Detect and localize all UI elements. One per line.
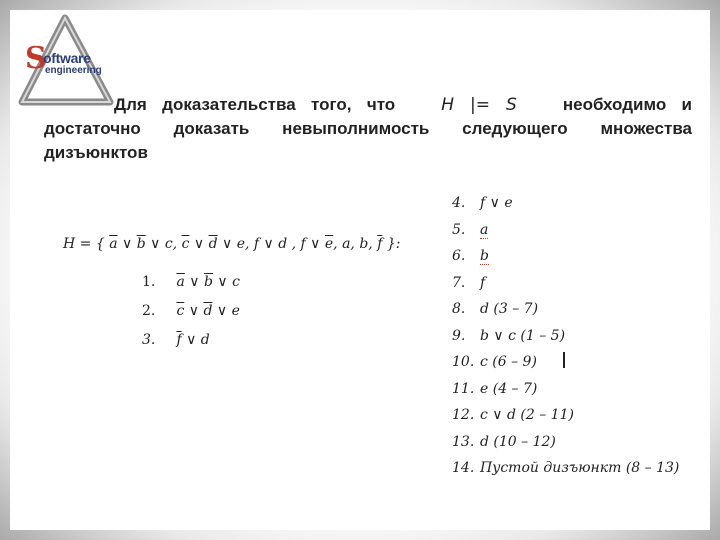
- left-clause-list: [142, 274, 240, 361]
- step-8: [452, 296, 679, 323]
- step-7: [452, 270, 679, 297]
- formula-part: }:: [382, 236, 401, 252]
- step-9: [452, 323, 679, 350]
- step-formula: Пустой дизъюнкт (8 – 13): [480, 460, 680, 476]
- step-formula: a: [480, 221, 489, 238]
- step-formula: f ∨ e: [480, 195, 513, 211]
- formula-part: $\overline{d}$: [208, 236, 218, 252]
- clause-literal: $\overline{f}$: [176, 332, 182, 348]
- intro-text-a: Для доказательства того, что: [114, 95, 396, 114]
- resolution-steps-list: [452, 190, 679, 482]
- step-number: 6.: [452, 248, 466, 264]
- step-12: [452, 402, 679, 429]
- step-formula: c (6 – 9): [480, 354, 537, 370]
- intro-text-b: необходимо и: [562, 95, 692, 114]
- intro-math: H |= S: [441, 95, 517, 115]
- formula-part: $\overline{f}$: [377, 236, 383, 252]
- step-number: 11.: [452, 380, 475, 397]
- clause-op: ∨: [184, 303, 204, 319]
- formula-part: $\overline{c}$: [181, 236, 190, 252]
- text-cursor: [563, 352, 565, 368]
- step-14: [452, 455, 679, 482]
- clause-number: 2.: [142, 303, 156, 319]
- intro-line-2: достаточно доказать невыполнимость следующего множества: [44, 119, 692, 138]
- logo-word-engineering: engineering: [45, 65, 102, 76]
- formula-part: ∨ d , f: [263, 236, 311, 252]
- clause-literal: $\overline{a}$: [176, 274, 185, 290]
- step-formula: f: [480, 274, 486, 291]
- step-13: [452, 429, 679, 456]
- clause-literal: $\overline{c}$: [176, 303, 185, 319]
- logo-letter: S: [25, 41, 47, 76]
- step-formula: e (4 – 7): [480, 380, 538, 397]
- step-number: 5.: [452, 221, 466, 238]
- step-number: 7.: [452, 274, 466, 291]
- clause-set-formula: [63, 236, 400, 252]
- step-formula: b ∨ c (1 – 5): [480, 327, 566, 344]
- formula-part: $\overline{e}$: [324, 236, 334, 252]
- clause-1: [142, 274, 240, 303]
- formula-part: ∨: [117, 236, 137, 252]
- step-formula: c ∨ d (2 – 11): [480, 407, 574, 423]
- intro-line-1: [44, 93, 692, 117]
- step-number: 4.: [452, 195, 466, 211]
- clause-2: [142, 303, 240, 332]
- intro-paragraph: [44, 93, 692, 165]
- step-number: 13.: [452, 433, 475, 450]
- formula-prefix: H = {: [63, 236, 110, 252]
- formula-part: ∨: [310, 236, 325, 252]
- clause-3: [142, 332, 240, 361]
- formula-part: ∨ e, f: [217, 236, 264, 252]
- step-10: [452, 349, 679, 376]
- step-4: [452, 190, 679, 217]
- step-11: [452, 376, 679, 403]
- step-number: 8.: [452, 301, 466, 317]
- formula-part: ∨ c,: [145, 236, 182, 252]
- formula-part: , a, b,: [333, 236, 378, 252]
- slide: [10, 10, 710, 530]
- clause-literal: $\overline{b}$: [203, 274, 213, 290]
- formula-part: $\overline{b}$: [136, 236, 146, 252]
- step-formula: b: [480, 248, 489, 264]
- step-formula: d (3 – 7): [480, 301, 539, 317]
- formula-part: $\overline{a}$: [109, 236, 118, 252]
- logo-word-software: oftware: [43, 50, 91, 66]
- step-formula: d (10 – 12): [480, 433, 556, 450]
- clause-literal: ∨ d: [181, 332, 210, 348]
- step-number: 12.: [452, 407, 475, 423]
- clause-number: 3.: [142, 332, 156, 348]
- step-6: [452, 243, 679, 270]
- clause-literal: ∨ e: [212, 303, 240, 319]
- clause-literal: ∨ c: [212, 274, 240, 290]
- step-5: [452, 217, 679, 244]
- clause-number: 1.: [142, 274, 156, 290]
- formula-part: ∨: [189, 236, 209, 252]
- step-number: 10.: [452, 354, 475, 370]
- step-number: 9.: [452, 327, 466, 344]
- intro-line-3: дизъюнктов: [44, 143, 148, 162]
- clause-op: ∨: [184, 274, 204, 290]
- step-number: 14.: [452, 460, 475, 476]
- clause-literal: $\overline{d}$: [203, 303, 213, 319]
